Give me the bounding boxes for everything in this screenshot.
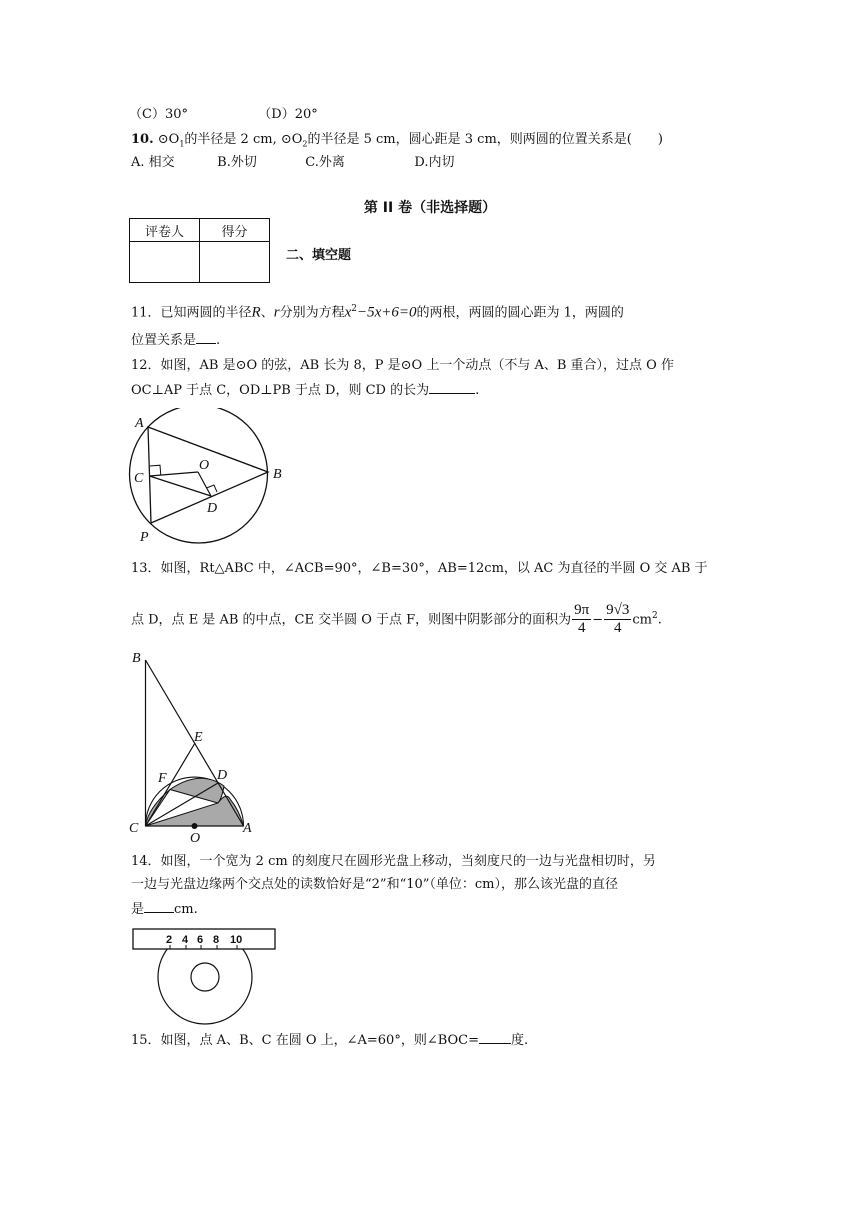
q14-answer-blank[interactable]: [144, 900, 174, 913]
q15-end: 度.: [511, 1033, 529, 1048]
q11-text-2: 、: [260, 305, 274, 321]
q12-end: .: [475, 383, 480, 398]
q11-var-R: R: [251, 304, 261, 321]
q13-center-point-O: [192, 823, 198, 829]
q10-option-a: A. 相交: [131, 155, 175, 170]
q12-label-C: C: [134, 471, 144, 486]
q14-text-1: 是: [131, 902, 145, 917]
q11-eq-rest: −5x+6=0: [357, 304, 417, 321]
q13-figure: [125, 645, 260, 845]
q13-label-O: O: [190, 831, 201, 845]
q13-unit: cm: [632, 612, 652, 628]
q14-ruler-label: 4: [182, 934, 189, 946]
q12-figure: [125, 408, 290, 548]
q11-answer-blank[interactable]: [196, 331, 216, 344]
q14-ruler-label: 10: [230, 934, 243, 946]
q14-ruler-label: 8: [213, 934, 220, 946]
q14-disc-hole: [191, 963, 219, 991]
q12-answer-blank[interactable]: [429, 381, 475, 394]
q10-option-d: D.内切: [414, 155, 455, 170]
q13-text: 点 D，点 E 是 AB 的中点，CE 交半圆 O 于点 F，则图中阴影部分的面积为: [131, 612, 572, 628]
q12-label-P: P: [140, 530, 149, 545]
q12-label-D: D: [207, 501, 218, 516]
q13-label-B: B: [132, 651, 141, 666]
q14-text-2: cm.: [174, 902, 198, 917]
q13-fraction-2-denominator: 4: [614, 620, 622, 637]
q9-option-c: （C）30°: [129, 107, 188, 122]
q10-number: 10.: [131, 132, 154, 147]
q14-line-1: 14．如图，一个宽为 2 cm 的刻度尺在圆形光盘上移动，当刻度尺的一边与光盘相切时，另: [131, 854, 656, 869]
q13-label-E: E: [194, 730, 203, 745]
q10-sub-1: 1: [179, 139, 185, 149]
q12-right-angle-C: [150, 465, 161, 475]
q11-var-r: r: [273, 304, 280, 321]
q11-eq-x: x: [344, 304, 352, 321]
q10-stem: [131, 131, 663, 154]
q13-label-F: F: [158, 771, 167, 786]
score-table: [129, 218, 270, 283]
q11-text-5: 位置关系是: [131, 333, 197, 348]
q12-label-A: A: [135, 416, 144, 431]
q13-fraction-1-denominator: 4: [577, 620, 586, 637]
q14-figure: [130, 925, 278, 1027]
q13-label-C: C: [129, 821, 139, 836]
q10-text-3: 的半径是 5 cm，圆心距是 3 cm，则两圆的位置关系是( ): [307, 132, 663, 147]
q12-text: OC⊥AP 于点 C，OD⊥PB 于点 D，则 CD 的长为: [131, 383, 430, 398]
q11-line-2: [131, 331, 220, 350]
q13-label-D: D: [217, 768, 228, 783]
q9-option-d: （D）20°: [258, 107, 318, 122]
q12-line-1: 12．如图，AB 是⊙O 的弦，AB 长为 8，P 是⊙O 上一个动点（不与 A、B 重合），过点 O 作: [131, 358, 674, 373]
q13-fraction-1-numerator: 9π: [574, 602, 590, 619]
q10-text-2: 的半径是 2 cm, ⊙O: [184, 132, 303, 147]
q12-line-2: [131, 381, 479, 400]
q11-line-1: [131, 300, 624, 322]
q10-text-1: ⊙O: [157, 132, 180, 147]
q14-line-2: 一边与光盘边缘两个交点处的读数恰好是“2”和“10”（单位：cm），那么该光盘的直径: [131, 877, 619, 892]
q11-text-1: 11．已知两圆的半径: [131, 305, 252, 321]
q15-line: [131, 1031, 528, 1050]
q13-label-A: A: [243, 821, 252, 836]
score-table-grader-header: 评卷人: [130, 219, 200, 242]
part-title: 第 II 卷（非选择题）: [363, 200, 497, 216]
q11-eq-exponent: 2: [351, 304, 357, 314]
q13-fraction-1: [572, 602, 591, 637]
q9-options: [129, 106, 318, 124]
q12-label-B: B: [273, 467, 282, 482]
q10-option-b: B.外切: [217, 155, 257, 170]
q13-end: .: [657, 612, 662, 628]
q13-fraction-2-numerator: 9√3: [606, 602, 630, 619]
q14-line-3: [131, 900, 198, 919]
q14-ruler-label: 2: [166, 934, 173, 946]
q12-segment-CO: [150, 472, 199, 476]
q12-label-O: O: [199, 458, 210, 473]
q10-option-c: C.外离: [305, 155, 345, 170]
q13-line-2: [131, 594, 662, 638]
score-table-score-cell: [200, 242, 270, 283]
section-title: 二、填空题: [286, 248, 352, 263]
q13-unit-exponent: 2: [652, 611, 658, 621]
q11-end: .: [216, 333, 221, 348]
score-table-grader-cell: [130, 242, 200, 283]
score-table-score-header: 得分: [200, 219, 270, 242]
q10-options: [131, 154, 455, 172]
q13-minus: −: [592, 612, 604, 628]
q14-ruler-label: 6: [197, 934, 204, 946]
q11-text-3: 分别为方程: [279, 305, 345, 321]
q13-shaded-region-1: [170, 778, 224, 803]
q13-fraction-2: [604, 602, 631, 637]
q13-line-1: 13．如图，Rt△ABC 中，∠ACB=90°，∠B=30°，AB=12cm，以 AC 为直径的半圆 O 交 AB 于: [131, 561, 708, 576]
q11-text-4: 的两根，两圆的圆心距为 1，两圆的: [416, 305, 624, 321]
q14-ruler: [133, 929, 275, 949]
q15-text: 15．如图，点 A、B、C 在圆 O 上，∠A=60°，则∠BOC=: [131, 1033, 480, 1048]
q15-answer-blank[interactable]: [479, 1031, 511, 1044]
q10-sub-2: 2: [302, 139, 308, 149]
